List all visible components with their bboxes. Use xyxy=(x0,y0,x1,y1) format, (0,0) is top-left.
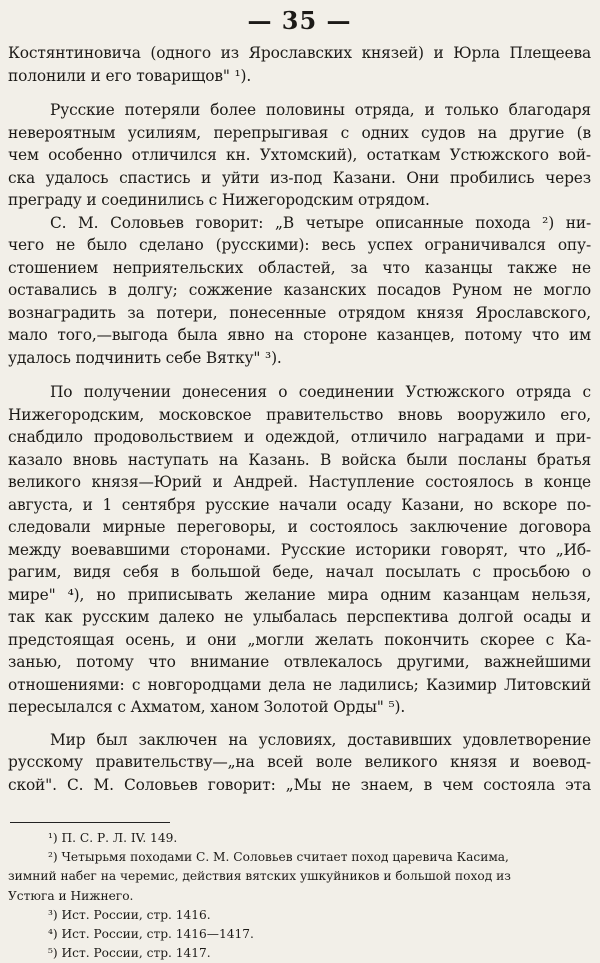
text-line: вознаградить за потери, понесенные отрядом князя Ярославского, xyxy=(8,303,591,322)
footnote-1: ¹) П. С. Р. Л. IV. 149. xyxy=(48,831,178,845)
text-line: рагим, видя себя в большой беде, начал посылать с просьбою о xyxy=(8,563,591,581)
paragraph-2 xyxy=(8,99,591,212)
text-line: невероятным усилиям, перепрыгивая с одних судов на другие (в xyxy=(8,123,591,142)
text-line: Мир был заключен на условиях, доставивших удовлетворение xyxy=(50,730,591,749)
text-line: Русские потеряли более половины отряда, и только благодаря xyxy=(50,101,591,119)
text-line: оставались в долгу; сожжение казанских посадов Руном не могло xyxy=(8,281,591,299)
text-line: казало вновь наступать на Казань. В войска были посланы братья xyxy=(8,450,591,469)
text-line: предстоящая осень, и они „могли желать покончить скорее с Ка- xyxy=(8,630,591,649)
text-line: полонили и его товарищов" ¹). xyxy=(8,66,252,85)
text-line: между воевавшими сторонами. Русские историки говорят, что „Иб- xyxy=(8,540,591,559)
text-line: отношениями: с новгородцами дела не ладились; Казимир Литовский xyxy=(8,675,591,694)
text-line: мало того,—выгода была явно на стороне казанцев, потому что им xyxy=(8,326,591,344)
text-line: снабдило продовольствием и одеждой, отличило наградами и при- xyxy=(8,428,591,446)
text-line: Нижегородским, московское правительство вновь вооружило его, xyxy=(8,405,591,424)
text-line: следовали мирные переговоры, и состоялось заключение договора xyxy=(8,518,591,536)
text-line: С. М. Соловьев говорит: „В четыре описанные похода ²) ни- xyxy=(50,213,591,232)
text-line: ской". С. М. Соловьев говорит: „Мы не знаем, в чем состояла эта xyxy=(8,775,591,794)
paragraph-5 xyxy=(8,729,591,797)
text-line: чего не было сделано (русскими): весь успех ограничивался опу- xyxy=(8,236,591,254)
footnote-divider xyxy=(10,822,170,823)
footnote-5: ⁵) Ист. России, стр. 1417. xyxy=(48,946,211,961)
text-line: русскому правительству—„на всей воле великого князя и воевод- xyxy=(8,753,591,771)
paragraph-1 xyxy=(8,42,591,87)
footnotes xyxy=(8,829,591,963)
text-line: великого князя—Юрий и Андрей. Наступление состоялось в конце xyxy=(8,473,591,491)
text-line: удалось подчинить себе Вятку" ³). xyxy=(8,348,282,367)
text-line: августа, и 1 сентября русские начали осаду Казани, но вскоре по- xyxy=(8,495,591,514)
text-line: ска удалось спастись и уйти из-под Казани. Они пробились через xyxy=(8,168,591,187)
text-line: чем особенно отличился кн. Ухтомский), остаткам Устюжского вой- xyxy=(8,146,591,164)
text-line: занью, потому что внимание отвлекалось другими, важнейшими xyxy=(8,653,591,671)
footnote-line: ²) Четырьмя походами С. М. Соловьев считает поход царевича Касима, xyxy=(48,850,509,865)
footnote-line: зимний набег на черемис, действия вятских ушкуйников и большой поход из xyxy=(8,869,511,884)
text-line: Костянтиновича (одного из Ярославских князей) и Юрла Плещеева xyxy=(8,44,591,62)
text-line: мире" ⁴), но приписывать желание мира одним казанцам нельзя, xyxy=(8,585,591,604)
text-line: стошением неприятельских областей, за что казанцы также не xyxy=(8,258,591,277)
text-line: По получении донесения о соединении Устюжского отряда с xyxy=(50,383,591,401)
text-line: преграду и соединились с Нижегородским отрядом. xyxy=(8,191,430,209)
text-line: так как русским далеко не улыбалась перспектива долгой осады и xyxy=(8,608,591,626)
paragraph-3 xyxy=(8,212,591,370)
footnote-line: Устюга и Нижнего. xyxy=(8,888,134,903)
text-line: пересылался с Ахматом, ханом Золотой Орды" ⁵). xyxy=(8,698,406,716)
footnote-3: ³) Ист. России, стр. 1416. xyxy=(48,907,211,922)
footnote-4: ⁴) Ист. России, стр. 1416—1417. xyxy=(48,927,254,942)
footnote-2 xyxy=(8,848,591,906)
page-number: — 35 — xyxy=(247,6,352,35)
body-text xyxy=(8,42,591,796)
paragraph-4 xyxy=(8,381,591,719)
